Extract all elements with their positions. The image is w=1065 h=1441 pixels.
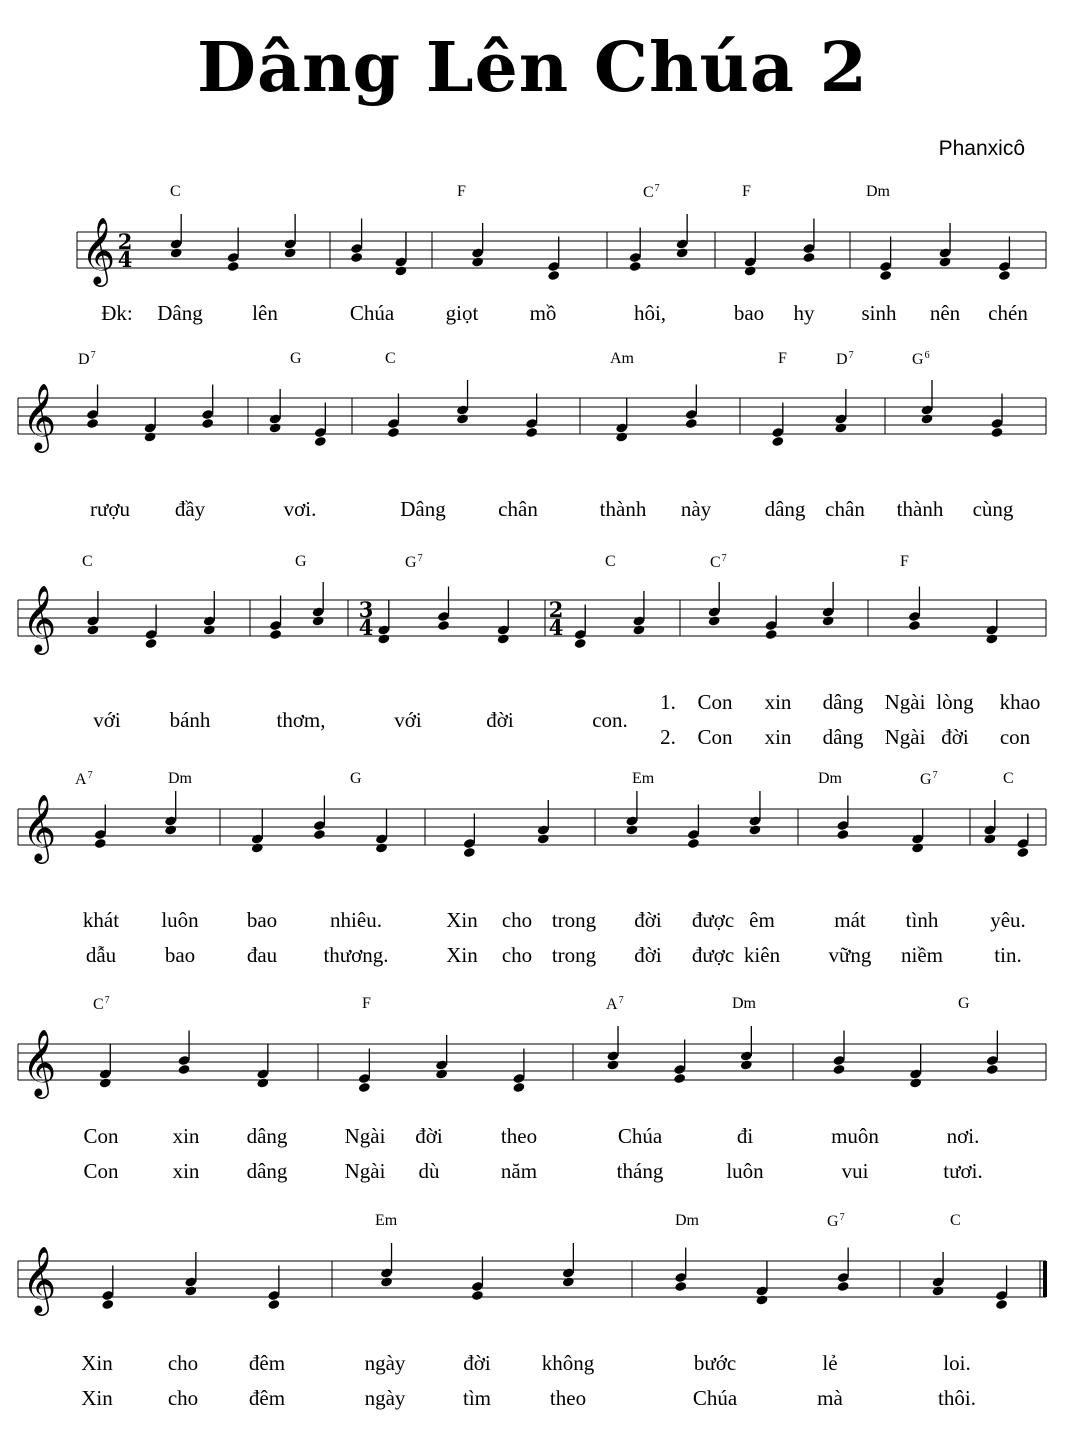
chord-root: A: [606, 996, 618, 1013]
lyric-word: chân: [498, 497, 538, 521]
chord-symbol: [912, 350, 930, 369]
note-head: [377, 633, 390, 644]
treble-clef-icon: 𝄞: [22, 1028, 57, 1096]
chord-root: F: [742, 183, 751, 200]
chord-extension: 7: [87, 770, 93, 781]
note-head: [313, 829, 326, 840]
lyric-word: nên: [929, 301, 961, 325]
note-head: [512, 1082, 525, 1093]
lyric-word: chân: [825, 497, 865, 521]
lyric-word: mà: [817, 1386, 843, 1410]
lyric-word: dẫu: [85, 943, 117, 967]
time-signature-numerator: 2: [117, 229, 133, 254]
chord-symbol: [632, 770, 654, 788]
note-head: [632, 624, 645, 635]
lyric-word: giọt: [445, 301, 479, 325]
lyric-word: Xin: [81, 1386, 113, 1410]
lyric-word: đi: [736, 1124, 754, 1148]
lyric-word: mát: [834, 908, 866, 932]
lyric-word: đời: [415, 1124, 443, 1148]
lyric-word: hôi,: [633, 301, 667, 325]
lyric-word: tháng: [616, 1159, 664, 1183]
chord-symbol: [405, 553, 423, 572]
note-head: [380, 1276, 393, 1287]
note-head: [562, 1276, 575, 1287]
chord-root: D: [78, 351, 90, 368]
note-head: [170, 247, 183, 258]
note-head: [744, 265, 757, 276]
lyric-word: xin: [764, 725, 792, 749]
note-head: [471, 1290, 484, 1301]
note-head: [269, 629, 282, 640]
lyric-word: Dâng: [157, 301, 203, 325]
lyric-word: dâng: [822, 725, 864, 749]
chord-root: D: [836, 351, 848, 368]
note-head: [990, 427, 1003, 438]
chord-root: C: [710, 554, 721, 571]
chord-root: C: [170, 183, 181, 200]
composer-name: Phanxicô: [938, 137, 1025, 160]
song-title: Dâng Lên Chúa 2: [197, 28, 868, 108]
note-head: [94, 838, 107, 849]
chord-symbol: [375, 1212, 397, 1230]
lyric-word: đời: [941, 725, 969, 749]
chord-root: G: [920, 771, 932, 788]
lyric-word: thành: [896, 497, 944, 521]
chord-root: F: [362, 995, 371, 1012]
note-head: [164, 824, 177, 835]
chord-root: Em: [632, 770, 655, 787]
chord-symbol: [818, 770, 842, 788]
lyric-word: được: [691, 908, 735, 932]
chord-symbol: [710, 553, 727, 572]
note-head: [676, 247, 689, 258]
note-head: [387, 427, 400, 438]
chord-root: C: [385, 350, 396, 367]
note-head: [836, 829, 849, 840]
note-head: [184, 1285, 197, 1296]
chord-symbol: [385, 350, 396, 368]
chord-symbol: [920, 770, 938, 789]
note-head: [909, 1077, 922, 1088]
note-head: [525, 427, 538, 438]
lyric-word: Ngài: [884, 690, 926, 714]
lyric-word: năm: [500, 1159, 538, 1183]
lyric-word: vui: [841, 1159, 869, 1183]
lyric-word: dâng: [822, 690, 864, 714]
lyric-word: 2.: [660, 725, 676, 749]
note-head: [437, 620, 450, 631]
lyric-word: Chúa: [692, 1386, 738, 1410]
lyric-word: ngày: [364, 1351, 406, 1375]
chord-extension: 7: [848, 350, 854, 361]
lyric-word: trong: [551, 943, 597, 967]
chord-symbol: [836, 350, 854, 369]
lyric-word: vơi.: [283, 497, 317, 521]
chord-root: G: [350, 770, 362, 787]
lyric-word: xin: [172, 1124, 200, 1148]
note-head: [312, 615, 325, 626]
note-head: [995, 1299, 1008, 1310]
chord-root: C: [1003, 770, 1014, 787]
note-head: [625, 824, 638, 835]
lyric-word: bao: [164, 943, 196, 967]
lyric-word: 1.: [660, 690, 676, 714]
note-head: [394, 265, 407, 276]
lyric-word: tình: [905, 908, 939, 932]
chord-root: G: [290, 350, 302, 367]
note-head: [879, 270, 892, 281]
lyric-word: thương.: [323, 943, 389, 967]
lyric-word: này: [680, 497, 712, 521]
lyric-word: bánh: [169, 708, 211, 732]
chord-root: Dm: [675, 1212, 699, 1229]
lyric-word: luôn: [161, 908, 199, 932]
chord-symbol: [675, 1212, 699, 1230]
chord-root: C: [643, 184, 654, 201]
lyric-word: cho: [501, 943, 533, 967]
chord-symbol: [295, 553, 307, 571]
note-head: [101, 1299, 114, 1310]
note-head: [350, 252, 363, 263]
lyric-word: với: [93, 708, 121, 732]
treble-clef-icon: 𝄞: [22, 584, 57, 652]
lyric-word: khát: [82, 908, 120, 932]
note-head: [920, 413, 933, 424]
chord-extension: 7: [618, 995, 624, 1006]
lyric-word: Xin: [446, 908, 478, 932]
note-head: [201, 418, 214, 429]
final-barline-thick: [1043, 1261, 1047, 1297]
note-head: [145, 638, 158, 649]
chord-symbol: [82, 553, 93, 571]
note-head: [358, 1082, 371, 1093]
chord-extension: 7: [104, 995, 110, 1006]
note-head: [748, 824, 761, 835]
chord-root: Dm: [168, 770, 192, 787]
chord-root: A: [75, 771, 87, 788]
lyric-word: niềm: [901, 943, 943, 967]
lyric-word: lên: [252, 301, 278, 325]
lyric-word: loi.: [943, 1351, 971, 1375]
lyric-word: đầy: [174, 497, 206, 521]
note-head: [267, 1299, 280, 1310]
lyric-word: sinh: [861, 301, 897, 325]
chord-symbol: [350, 770, 362, 788]
note-head: [673, 1073, 686, 1084]
chord-root: Dm: [818, 770, 842, 787]
note-head: [606, 1059, 619, 1070]
note-head: [998, 270, 1011, 281]
treble-clef-icon: 𝄞: [22, 793, 57, 861]
lyric-word: trong: [551, 908, 597, 932]
note-head: [685, 418, 698, 429]
lyric-word: đêm: [248, 1386, 286, 1410]
lyric-word: vững: [828, 943, 872, 967]
chord-symbol: [78, 350, 96, 369]
note-head: [708, 615, 721, 626]
lyric-word: với: [394, 708, 422, 732]
chord-root: C: [605, 553, 616, 570]
note-head: [802, 252, 815, 263]
note-head: [251, 842, 264, 853]
lyric-word: bước: [693, 1351, 737, 1375]
chord-extension: 7: [932, 770, 938, 781]
note-head: [674, 1281, 687, 1292]
chord-symbol: [950, 1212, 961, 1230]
lyric-word: được: [691, 943, 735, 967]
lyric-word: xin: [172, 1159, 200, 1183]
chord-symbol: [170, 183, 181, 201]
chord-extension: 7: [654, 183, 660, 194]
lyric-word: Con: [697, 690, 733, 714]
note-head: [938, 256, 951, 267]
lyric-word: thôi.: [938, 1386, 976, 1410]
chord-symbol: [900, 553, 909, 571]
chord-root: Em: [375, 1212, 398, 1229]
lyric-word: nhiêu.: [330, 908, 382, 932]
chord-root: G: [912, 351, 924, 368]
chord-root: F: [457, 183, 466, 200]
time-signature-denominator: 4: [117, 247, 133, 272]
lyric-word: Đk:: [101, 301, 133, 325]
lyric-word: dâng: [246, 1159, 288, 1183]
lyric-word: đêm: [248, 1351, 286, 1375]
lyric-word: nơi.: [946, 1124, 980, 1148]
note-head: [375, 842, 388, 853]
lyric-word: bao: [733, 301, 765, 325]
lyric-word: xin: [764, 690, 792, 714]
lyric-word: cùng: [972, 497, 1014, 521]
lyric-word: dù: [418, 1159, 440, 1183]
lyric-word: đời: [463, 1351, 491, 1375]
lyric-word: tìm: [462, 1386, 492, 1410]
note-head: [86, 418, 99, 429]
chord-symbol: [93, 995, 110, 1014]
note-head: [1016, 847, 1029, 858]
note-head: [269, 422, 282, 433]
lyric-word: Ngài: [344, 1124, 386, 1148]
note-head: [435, 1068, 448, 1079]
chord-symbol: [778, 350, 787, 368]
note-head: [985, 633, 998, 644]
chord-symbol: [457, 183, 466, 201]
time-signature-denominator: 4: [358, 615, 374, 640]
lyric-word: Ngài: [884, 725, 926, 749]
lyric-word: đau: [246, 943, 278, 967]
note-head: [911, 842, 924, 853]
note-head: [463, 847, 476, 858]
note-head: [178, 1064, 191, 1075]
lyric-word: đời: [634, 943, 662, 967]
lyric-word: yêu.: [990, 908, 1026, 932]
lyric-word: cho: [167, 1351, 199, 1375]
chord-root: Dm: [732, 995, 756, 1012]
lyric-word: thành: [599, 497, 647, 521]
time-signature-numerator: 2: [548, 597, 564, 622]
chord-symbol: [290, 350, 302, 368]
lyric-word: bao: [246, 908, 278, 932]
note-head: [765, 629, 778, 640]
lyric-word: Chúa: [349, 301, 395, 325]
lyric-word: rượu: [90, 497, 130, 521]
lyric-word: tin.: [994, 943, 1022, 967]
lyric-word: chén: [988, 301, 1028, 325]
lyric-word: khao: [999, 690, 1041, 714]
chord-root: G: [827, 1213, 839, 1230]
treble-clef-icon: 𝄞: [22, 1245, 57, 1313]
note-head: [314, 436, 327, 447]
treble-clef-icon: 𝄞: [22, 382, 57, 450]
lyric-word: Con: [83, 1124, 119, 1148]
chord-root: G: [958, 995, 970, 1012]
note-head: [822, 615, 835, 626]
lyric-word: Con: [83, 1159, 119, 1183]
note-head: [203, 624, 216, 635]
lyric-word: ngày: [364, 1386, 406, 1410]
lyric-word: cho: [167, 1386, 199, 1410]
chord-extension: 7: [90, 350, 96, 361]
lyric-word: muôn: [831, 1124, 879, 1148]
time-signature-numerator: 3: [358, 597, 374, 622]
note-head: [284, 247, 297, 258]
chord-symbol: [605, 553, 616, 571]
note-head: [771, 436, 784, 447]
note-head: [615, 431, 628, 442]
note-head: [755, 1294, 768, 1305]
note-head: [256, 1077, 269, 1088]
note-head: [537, 833, 550, 844]
chord-symbol: [610, 350, 634, 368]
note-head: [86, 624, 99, 635]
note-head: [227, 261, 240, 272]
chord-root: G: [405, 554, 417, 571]
chord-symbol: [643, 183, 660, 202]
chord-root: C: [82, 553, 93, 570]
note-head: [983, 833, 996, 844]
chord-symbol: [742, 183, 751, 201]
chord-root: F: [778, 350, 787, 367]
chord-extension: 6: [924, 350, 930, 361]
note-head: [497, 633, 510, 644]
chord-root: C: [93, 996, 104, 1013]
note-head: [471, 256, 484, 267]
note-head: [547, 270, 560, 281]
lyric-word: theo: [500, 1124, 538, 1148]
note-head: [574, 638, 587, 649]
lyric-word: tươi.: [943, 1159, 983, 1183]
lyric-word: Dâng: [400, 497, 446, 521]
chord-symbol: [606, 995, 624, 1014]
lyric-word: êm: [749, 908, 775, 932]
lyric-word: Chúa: [617, 1124, 663, 1148]
note-head: [986, 1064, 999, 1075]
lyric-word: Xin: [81, 1351, 113, 1375]
chord-symbol: [362, 995, 371, 1013]
chord-symbol: [732, 995, 756, 1013]
chord-root: G: [295, 553, 307, 570]
lyric-word: con: [999, 725, 1031, 749]
lyric-word: đời: [486, 708, 514, 732]
lyric-word: đời: [634, 908, 662, 932]
lyric-word: theo: [549, 1386, 587, 1410]
chord-symbol: [866, 183, 890, 201]
chord-symbol: [168, 770, 192, 788]
lyric-word: Xin: [446, 943, 478, 967]
lyric-word: lẻ: [822, 1351, 838, 1375]
lyric-word: không: [541, 1351, 595, 1375]
note-head: [932, 1285, 945, 1296]
lyric-word: dâng: [764, 497, 806, 521]
note-head: [629, 261, 642, 272]
chord-root: F: [900, 553, 909, 570]
note-head: [687, 838, 700, 849]
chord-symbol: [827, 1212, 845, 1231]
lyric-word: Con: [697, 725, 733, 749]
chord-root: Dm: [866, 183, 890, 200]
lyric-word: luôn: [726, 1159, 764, 1183]
lyric-word: con.: [592, 708, 628, 732]
lyric-word: hy: [793, 301, 815, 325]
note-head: [832, 1064, 845, 1075]
lyric-word: mồ: [529, 301, 557, 325]
chord-extension: 7: [721, 553, 727, 564]
lyric-word: kiên: [743, 943, 781, 967]
chord-symbol: [1003, 770, 1014, 788]
chord-symbol: [75, 770, 93, 789]
treble-clef-icon: 𝄞: [81, 216, 116, 284]
chord-root: Am: [610, 350, 634, 367]
chord-extension: 7: [839, 1212, 845, 1223]
lyric-word: Ngài: [344, 1159, 386, 1183]
note-head: [99, 1077, 112, 1088]
lyric-word: thơm,: [276, 708, 326, 732]
time-signature-denominator: 4: [548, 615, 564, 640]
note-head: [837, 1281, 850, 1292]
note-head: [144, 431, 157, 442]
lyric-word: dâng: [246, 1124, 288, 1148]
chord-symbol: [958, 995, 970, 1013]
chord-root: C: [950, 1212, 961, 1229]
lyric-word: lòng: [936, 690, 974, 714]
chord-extension: 7: [417, 553, 423, 564]
lyric-word: cho: [501, 908, 533, 932]
note-head: [834, 422, 847, 433]
note-head: [740, 1059, 753, 1070]
note-head: [456, 413, 469, 424]
note-head: [908, 620, 921, 631]
